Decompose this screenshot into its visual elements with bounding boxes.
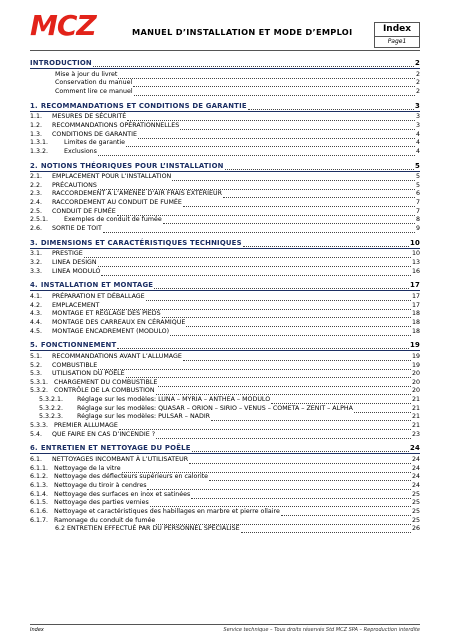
toc-number: 2. (30, 161, 38, 170)
toc-title: PRÉCAUTIONS (52, 181, 97, 189)
chapter-underline (30, 111, 420, 112)
toc-entry[interactable] (30, 491, 420, 499)
toc-page-number: 3 (415, 113, 420, 121)
toc-leader (150, 501, 411, 507)
toc-number: 2.1. (30, 173, 43, 181)
index-box (374, 22, 420, 48)
toc-leader (126, 141, 415, 147)
toc-page-number: 5 (415, 181, 420, 189)
toc-entry[interactable] (33, 405, 420, 413)
toc-page-number: 20 (411, 370, 420, 378)
toc-number: 6.1.7. (30, 516, 49, 524)
toc-chapter[interactable] (30, 162, 420, 170)
toc-title: Nettoyage du tiroir à cendres (54, 481, 147, 489)
toc-title: Exemples de conduit de fumée (64, 216, 162, 224)
toc-title: CONTRÔLE DE LA COMBUSTION (54, 387, 155, 395)
toc-leader (183, 201, 415, 207)
toc-title: COMBUSTIBLE (52, 361, 98, 369)
toc-page-number: 20 (411, 378, 420, 386)
toc-number: 1.3.2. (30, 147, 49, 155)
toc-leader (127, 115, 415, 121)
chapter-underline (30, 248, 420, 249)
toc-title: Comment lire ce manuel (55, 87, 133, 95)
toc-leader (271, 398, 411, 404)
toc-title: NOTIONS THÉORIQUES POUR L’INSTALLATION (40, 161, 224, 170)
index-label: Index (382, 24, 412, 34)
toc-entry[interactable] (30, 216, 420, 224)
toc-title: SORTIE DE TOIT (52, 225, 102, 233)
toc-leader (134, 90, 415, 96)
footer-left: Index (30, 627, 44, 633)
chapter-underline (30, 171, 420, 172)
toc-entry[interactable] (30, 362, 420, 370)
toc-leader (163, 218, 415, 224)
footer-rule (30, 624, 420, 625)
toc-entry[interactable] (30, 508, 420, 516)
toc-number: 2.2. (30, 181, 43, 189)
toc-title: Réglage sur les modèles: QUASAR – ORION – SIRIO – VENUS – COMETA – ZENIT – ALPHA (77, 404, 353, 412)
toc-leader (118, 73, 415, 79)
toc-title: PRESTIGE (52, 250, 83, 258)
toc-leader (354, 407, 411, 413)
toc-entry[interactable] (30, 208, 420, 216)
toc-page-number: 7 (415, 199, 420, 207)
toc-entry[interactable] (30, 173, 420, 181)
toc-title: CONDUIT DE FUMÉE (52, 207, 116, 215)
toc-number: 6.1.6. (30, 507, 49, 515)
toc-entry[interactable] (30, 517, 420, 525)
toc-page-number: 10 (411, 250, 420, 258)
toc-leader (146, 295, 411, 301)
toc-title: Nettoyage et caractéristiques des habillages en marbre et pierre ollaire (54, 507, 280, 515)
toc-title: CONDITIONS DE GARANTIE (52, 130, 137, 138)
toc-page-number: 9 (415, 225, 420, 233)
toc-entry[interactable] (30, 328, 420, 336)
toc-number: 6.1. (30, 456, 43, 463)
toc-leader (189, 458, 411, 464)
toc-entry[interactable] (30, 422, 420, 430)
toc-number: 1. (30, 101, 38, 110)
toc-entry[interactable] (30, 259, 420, 267)
toc-entry[interactable] (30, 302, 420, 310)
toc-entry[interactable] (30, 250, 420, 258)
toc-leader (241, 527, 411, 533)
header-rule (30, 50, 420, 51)
toc-leader (186, 321, 411, 327)
toc-page-number: 13 (411, 259, 420, 266)
page-label: Page1 (387, 38, 407, 45)
toc-entry[interactable] (30, 139, 420, 147)
toc-chapter[interactable] (30, 59, 420, 67)
toc-entry[interactable] (33, 396, 420, 404)
toc-leader (162, 312, 411, 318)
toc-page-number: 16 (411, 267, 420, 275)
toc-number: 1.3.1. (30, 139, 49, 147)
toc-number: 4.2. (30, 301, 43, 309)
toc-title: ENTRETIEN ET NETTOYAGE DU POÊLE (40, 444, 191, 453)
toc-title: INTRODUCTION (30, 59, 92, 67)
toc-page-number: 21 (411, 422, 420, 430)
toc-number: 3.1. (30, 250, 43, 258)
toc-leader (117, 343, 409, 349)
toc-page-number: 25 (411, 499, 420, 507)
toc-page-number: 21 (411, 396, 420, 404)
toc-page-number: 3 (415, 101, 420, 110)
logo-text: MCZ (30, 9, 96, 42)
toc-page-number: 23 (411, 430, 420, 438)
toc-number: 3.2. (30, 259, 43, 266)
toc-title: RECOMMANDATIONS ET CONDITIONS DE GARANTIE (40, 101, 247, 110)
toc-leader (117, 210, 415, 216)
toc-number: 2.4. (30, 199, 43, 207)
toc-number: 5.3.2. (30, 387, 49, 395)
toc-leader (93, 61, 414, 67)
toc-page-number: 21 (411, 413, 420, 421)
toc-leader (211, 415, 411, 421)
toc-page-number: 26 (411, 525, 420, 533)
toc-leader (170, 330, 411, 336)
toc-title: PREMIER ALLUMAGE (54, 422, 118, 430)
toc-page-number: 21 (411, 404, 420, 412)
toc-leader (191, 493, 411, 499)
toc-number: 2.6. (30, 225, 43, 233)
toc-page-number: 24 (411, 473, 420, 481)
toc-title: MONTAGE DES CARREAUX EN CÉRAMIQUE (52, 318, 186, 326)
toc-chapter[interactable] (30, 281, 420, 289)
toc-entry[interactable] (33, 413, 420, 421)
toc-leader (138, 133, 415, 139)
toc-title: PRÉPARATION ET DÉBALLAGE (52, 292, 145, 300)
toc-number: 5.2. (30, 361, 43, 369)
toc-number: 2.5. (30, 207, 43, 215)
toc-leader (192, 446, 409, 452)
mcz-logo (30, 10, 110, 42)
toc-number: 6.1.2. (30, 473, 49, 481)
toc-number: 5.3.2.3. (39, 413, 64, 421)
toc-number: 2.3. (30, 190, 43, 198)
toc-page-number: 24 (411, 481, 420, 489)
toc-entry[interactable] (30, 148, 420, 156)
toc-entry[interactable] (30, 387, 420, 395)
toc-entry[interactable] (30, 456, 420, 464)
toc-page-number: 17 (411, 292, 420, 300)
toc-number: 5.3. (30, 370, 43, 378)
toc-page-number: 4 (415, 147, 420, 155)
toc-page-number: 24 (411, 456, 420, 463)
toc-entry[interactable] (30, 379, 420, 387)
toc-leader (101, 270, 411, 276)
toc-page-number: 10 (410, 238, 420, 247)
page-header (0, 0, 452, 58)
toc-entry[interactable] (30, 131, 420, 139)
toc-entry[interactable] (55, 71, 420, 79)
toc-number: 1.2. (30, 121, 43, 129)
toc-title: Nettoyage des surfaces en inox et satinées (54, 490, 191, 498)
toc-leader (158, 381, 411, 387)
toc-leader (172, 175, 415, 181)
toc-number: 4.5. (30, 327, 43, 335)
toc-title: MONTAGE ENCADREMENT (MODULO) (52, 327, 170, 335)
toc-leader (243, 241, 409, 247)
toc-page-number: 17 (411, 301, 420, 309)
toc-entry[interactable] (30, 499, 420, 507)
toc-title: 6.2 ENTRETIEN EFFECTUÉ PAR DU PERSONNEL SPÉCIALISÉ (55, 525, 240, 533)
toc-title: RACCORDEMENT AU CONDUIT DE FUMÉE (52, 199, 182, 207)
toc-page-number: 19 (411, 352, 420, 360)
toc-leader (223, 192, 415, 198)
toc-page-number: 5 (415, 161, 420, 170)
toc-number: 5.1. (30, 352, 43, 360)
toc-page-number: 8 (415, 216, 420, 224)
toc-entry[interactable] (30, 431, 420, 439)
toc-number: 1.3. (30, 130, 43, 138)
toc-number: 6.1.4. (30, 490, 49, 498)
toc-number: 4.1. (30, 292, 43, 300)
toc-title: Limites de garantie (64, 139, 126, 147)
toc-leader (154, 283, 409, 289)
toc-entry[interactable] (55, 79, 420, 87)
toc-leader (147, 484, 411, 490)
toc-number: 6. (30, 444, 38, 453)
toc-title: Nettoyage des parties vernies (54, 499, 149, 507)
toc-number: 3.3. (30, 267, 43, 275)
toc-page-number: 20 (411, 387, 420, 395)
toc-number: 5.3.1. (30, 378, 49, 386)
toc-chapter[interactable] (30, 102, 420, 110)
chapter-underline (30, 453, 420, 454)
toc-page-number: 2 (415, 79, 420, 87)
chapter-underline (30, 350, 420, 351)
toc-page-number: 19 (411, 361, 420, 369)
toc-title: CHARGEMENT DU COMBUSTIBLE (54, 378, 158, 386)
toc-leader (281, 510, 411, 516)
toc-page-number: 18 (411, 318, 420, 326)
toc-entry[interactable] (30, 113, 420, 121)
toc-number: 3. (30, 238, 38, 247)
toc-entry[interactable] (30, 122, 420, 130)
toc-number: 4.3. (30, 310, 43, 318)
toc-leader (103, 227, 415, 233)
toc-leader (180, 124, 415, 130)
toc-page-number: 6 (415, 190, 420, 198)
toc-title: EMPLACEMENT POUR L’INSTALLATION (52, 173, 172, 181)
toc-leader (84, 252, 411, 258)
toc-title: NETTOYAGES INCOMBANT À L’UTILISATEUR (52, 456, 189, 463)
toc-title: Nettoyage de la vitre (54, 464, 121, 472)
toc-page-number: 4 (415, 130, 420, 138)
toc-entry[interactable] (30, 465, 420, 473)
toc-title: Exclusions (64, 147, 97, 155)
toc-title: Réglage sur les modèles: PULSAR – NADIR (77, 413, 211, 421)
toc-title: RACCORDEMENT À L’AMENÉE D’AIR FRAIS EXTÉRIEUR (52, 190, 222, 198)
toc-number: 5. (30, 341, 38, 350)
toc-title: RECOMMANDATIONS AVANT L’ALLUMAGE (52, 352, 182, 360)
toc-title: MESURES DE SÉCURITÉ (52, 113, 127, 121)
toc-entry[interactable] (30, 482, 420, 490)
chapter-underline (30, 290, 420, 291)
toc-number: 4.4. (30, 318, 43, 326)
toc-title: Réglage sur les modèles: LUNA – MYRIA – ANTHEA – MODULO (77, 396, 271, 404)
toc-entry[interactable] (55, 88, 420, 96)
toc-page-number: 25 (411, 490, 420, 498)
toc-entry[interactable] (30, 310, 420, 318)
toc-number: 4. (30, 281, 38, 290)
toc-number: 5.3.2.2. (39, 404, 64, 412)
toc-number: 6.1.3. (30, 481, 49, 489)
toc-number: 5.3.2.1. (39, 396, 64, 404)
toc-entry[interactable] (30, 353, 420, 361)
toc-title: LINEA MODULO (52, 267, 101, 275)
toc-page-number: 24 (411, 464, 420, 472)
toc-number: 2.5.1. (30, 216, 49, 224)
toc-entry[interactable] (30, 225, 420, 233)
toc-title: Ramonage du conduit de fumée (54, 516, 156, 524)
toc-leader (156, 519, 411, 525)
toc-leader (156, 389, 411, 395)
toc-page-number: 3 (415, 121, 420, 129)
toc-entry[interactable] (30, 268, 420, 276)
toc-title: UTILISATION DU POÊLE (52, 370, 125, 378)
toc-leader (119, 424, 411, 430)
toc-page-number: 7 (415, 207, 420, 215)
toc-leader (98, 364, 411, 370)
toc-leader (122, 467, 411, 473)
toc-chapter[interactable] (30, 444, 420, 452)
toc-page-number: 2 (415, 59, 420, 67)
toc-page-number: 25 (411, 516, 420, 524)
toc-page-number: 19 (410, 341, 420, 350)
toc-title: MONTAGE ET RÉGLAGE DES PIEDS (52, 310, 161, 318)
toc-leader (100, 304, 411, 310)
toc-number: 5.3.3. (30, 422, 49, 430)
toc-page-number: 2 (415, 87, 420, 95)
toc-page-number: 5 (415, 173, 420, 181)
toc-entry[interactable] (30, 190, 420, 198)
toc-entry[interactable] (30, 370, 420, 378)
toc-title: FONCTIONNEMENT (40, 341, 117, 350)
footer-right: Service technique – Tous droits réservés Std MCZ SPA – Reproduction interdite (223, 627, 420, 633)
toc-title: EMPLACEMENT (52, 301, 100, 309)
toc-entry[interactable] (30, 473, 420, 481)
toc-page-number: 18 (411, 327, 420, 335)
toc-title: DIMENSIONS ET CARACTÉRISTIQUES TECHNIQUES (40, 238, 242, 247)
toc-leader (98, 150, 415, 156)
toc-number: 1.1. (30, 113, 43, 121)
toc-leader (126, 372, 411, 378)
toc-leader (209, 475, 411, 481)
toc-page-number: 18 (411, 310, 420, 318)
toc-page-number: 24 (410, 444, 420, 453)
toc-leader (183, 355, 411, 361)
toc-chapter[interactable] (30, 341, 420, 349)
toc-page-number: 17 (410, 281, 420, 290)
toc-leader (225, 164, 414, 170)
index-separator (375, 36, 419, 37)
toc-chapter[interactable] (30, 239, 420, 247)
toc-leader (248, 104, 414, 110)
toc-title: INSTALLATION ET MONTAGE (40, 281, 154, 290)
toc-entry[interactable] (30, 199, 420, 207)
chapter-underline (30, 68, 420, 69)
toc-title: Nettoyage des déflecteurs supérieurs en calorite (54, 473, 209, 481)
toc-page-number: 2 (415, 70, 420, 78)
toc-title: Conservation du manuel (55, 79, 133, 87)
toc-title: Mise à jour du livret (55, 70, 118, 78)
toc-entry[interactable] (30, 319, 420, 327)
toc-number: 6.1.1. (30, 464, 49, 472)
toc-leader (133, 81, 415, 87)
toc-number: 6.1.5. (30, 499, 49, 507)
manual-title: MANUEL D’INSTALLATION ET MODE D’EMPLOI (132, 27, 353, 37)
toc-leader (156, 433, 411, 439)
toc-title: QUE FAIRE EN CAS D’INCENDIE ? (52, 430, 156, 438)
toc-page-number: 25 (411, 507, 420, 515)
toc-leader (98, 184, 415, 190)
toc-entry[interactable] (30, 182, 420, 190)
toc-title: RECOMMANDATIONS OPÉRATIONNELLES (52, 121, 180, 129)
toc-page-number: 4 (415, 139, 420, 147)
toc-leader (98, 261, 411, 267)
toc-title: LINEA DESIGN (52, 259, 97, 266)
toc-number: 5.4. (30, 430, 43, 438)
toc-entry[interactable] (30, 293, 420, 301)
toc-entry[interactable] (55, 525, 420, 533)
